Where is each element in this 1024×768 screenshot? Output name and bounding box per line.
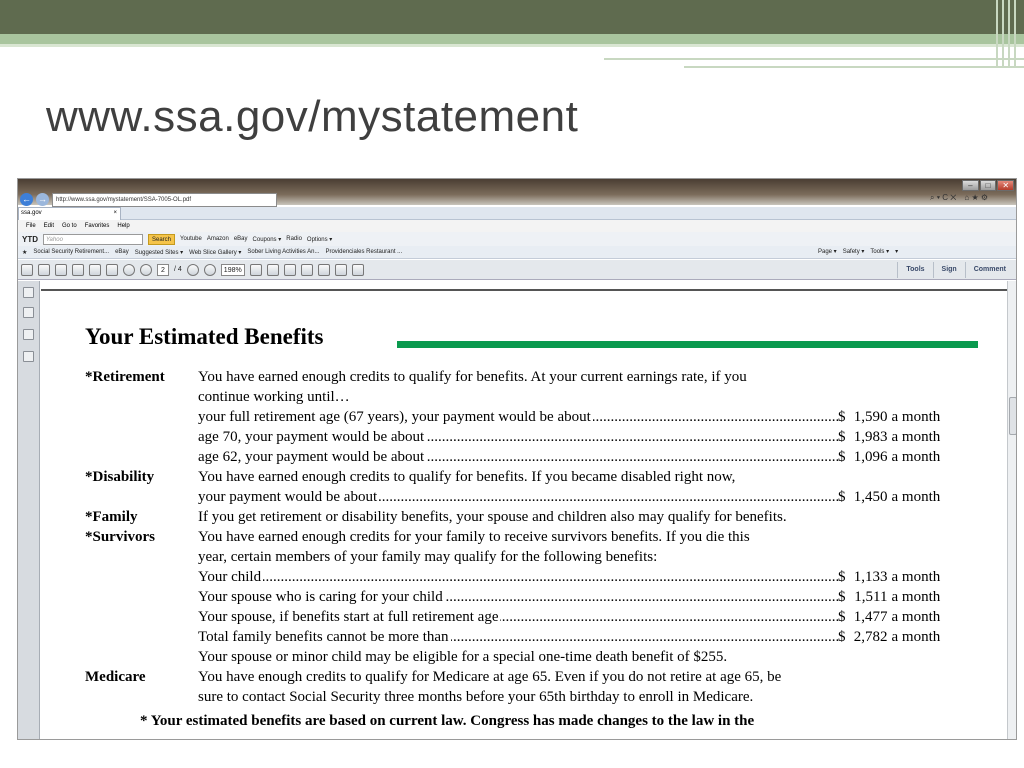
amount-unit: a month bbox=[891, 409, 941, 425]
currency-symbol: $ bbox=[838, 429, 846, 445]
favorite-ssa[interactable]: Social Security Retirement... bbox=[33, 249, 110, 255]
page-thumbnails-icon[interactable] bbox=[23, 287, 34, 298]
benefit-category-label: *Survivors bbox=[85, 529, 156, 545]
command-bar bbox=[818, 248, 898, 255]
benefit-description-text: Your spouse, if benefits start at full retirement age bbox=[198, 609, 499, 625]
tab-label: ssa.gov bbox=[21, 210, 42, 216]
benefit-category-label: Medicare bbox=[85, 669, 146, 685]
amount-value: 1,450 bbox=[853, 489, 888, 505]
benefit-category-label: *Family bbox=[85, 509, 138, 525]
search-refresh-icons[interactable]: ⌕ ▾ C ✕ bbox=[930, 193, 957, 202]
back-icon[interactable]: ← bbox=[22, 194, 31, 204]
benefit-row bbox=[85, 427, 965, 447]
benefit-description bbox=[198, 587, 839, 607]
help-menu[interactable]: ▾ bbox=[895, 249, 899, 255]
fit-width-icon[interactable] bbox=[284, 264, 296, 276]
benefit-description bbox=[198, 447, 839, 467]
slide-band-light bbox=[0, 44, 1024, 47]
slide-deco-line bbox=[604, 58, 1024, 60]
footnote: * Your estimated benefits are based on current law. Congress has made changes to the law in the bbox=[140, 713, 755, 729]
menu-help[interactable]: Help bbox=[117, 223, 130, 229]
open-icon[interactable] bbox=[38, 264, 50, 276]
benefit-description-text: You have enough credits to qualify for Medicare at age 65. Even if you do not retire at age 65, be bbox=[198, 669, 782, 685]
fit-page-icon[interactable] bbox=[267, 264, 279, 276]
benefit-row bbox=[85, 447, 965, 467]
menu-favorites[interactable]: Favorites bbox=[84, 223, 110, 229]
pdf-panel-buttons bbox=[897, 262, 1014, 278]
benefit-row bbox=[85, 527, 965, 547]
tab-strip bbox=[18, 207, 1017, 220]
radio-link[interactable]: Radio bbox=[286, 236, 302, 242]
amount-unit: a month bbox=[891, 609, 941, 625]
benefit-description-text: Total family benefits cannot be more than bbox=[198, 629, 449, 645]
benefit-description bbox=[198, 407, 839, 427]
ytd-toolbar bbox=[18, 232, 1017, 246]
currency-symbol: $ bbox=[838, 489, 846, 505]
amount-value: 1,511 bbox=[854, 589, 888, 605]
benefit-row bbox=[85, 487, 965, 507]
maximize-icon[interactable]: □ bbox=[980, 180, 997, 191]
favorites-star-icon[interactable]: ★ bbox=[22, 249, 28, 256]
create-pdf-icon[interactable] bbox=[21, 264, 33, 276]
benefit-row bbox=[85, 367, 965, 387]
amount-unit: a month bbox=[891, 569, 941, 585]
benefit-row bbox=[85, 587, 965, 607]
home-favorites-gear-icons[interactable]: ⌂ ★ ⚙ bbox=[964, 193, 989, 202]
favorite-suggested[interactable]: Suggested Sites ▾ bbox=[134, 249, 184, 256]
tab-close-icon[interactable]: × bbox=[113, 210, 117, 216]
benefit-amount bbox=[838, 487, 940, 507]
benefit-description-text: Your child bbox=[198, 569, 262, 585]
amount-value: 1,096 bbox=[853, 449, 888, 465]
amount-unit: a month bbox=[891, 429, 941, 445]
amount-value: 1,477 bbox=[853, 609, 888, 625]
amount-unit: a month bbox=[891, 489, 941, 505]
zoom-dropdown-icon[interactable] bbox=[250, 264, 262, 276]
amount-unit: a month bbox=[891, 449, 941, 465]
document-heading: Your Estimated Benefits bbox=[85, 324, 324, 349]
benefit-description bbox=[198, 427, 839, 447]
edit-icon[interactable] bbox=[55, 264, 67, 276]
slide-top-bar bbox=[0, 0, 1024, 34]
benefit-amount bbox=[838, 607, 940, 627]
ebay-link[interactable]: eBay bbox=[233, 236, 248, 242]
browser-screenshot bbox=[17, 178, 1017, 740]
sign-button[interactable]: Sign bbox=[933, 262, 965, 278]
amount-unit: a month bbox=[891, 629, 941, 645]
page-number-input[interactable]: 2 bbox=[157, 264, 169, 276]
comment-button[interactable]: Comment bbox=[965, 262, 1014, 278]
amount-value: 2,782 bbox=[853, 629, 888, 645]
menu-goto[interactable]: Go to bbox=[62, 223, 77, 229]
bookmarks-icon[interactable] bbox=[23, 307, 34, 318]
menu-file[interactable]: File bbox=[26, 223, 36, 229]
zoom-in-icon[interactable] bbox=[204, 264, 216, 276]
benefit-description bbox=[198, 607, 839, 627]
currency-symbol: $ bbox=[838, 569, 846, 585]
benefit-description-text: continue working until… bbox=[198, 389, 350, 405]
minimize-icon[interactable]: – bbox=[962, 180, 979, 191]
expand-icon[interactable] bbox=[352, 264, 364, 276]
benefit-amount bbox=[838, 407, 940, 427]
slide-title: www.ssa.gov/mystatement bbox=[46, 92, 579, 141]
zoom-input[interactable]: 198% bbox=[221, 264, 245, 276]
forward-icon[interactable]: → bbox=[38, 194, 47, 204]
email-icon[interactable] bbox=[106, 264, 118, 276]
toolbar-search-input[interactable]: Yahoo bbox=[43, 234, 143, 245]
safety-menu[interactable]: Safety ▾ bbox=[842, 249, 865, 255]
heading-rule bbox=[397, 341, 978, 348]
benefit-row bbox=[85, 607, 965, 627]
comment-icon[interactable] bbox=[301, 264, 313, 276]
benefit-amount bbox=[838, 447, 940, 467]
amount-unit: a month bbox=[891, 589, 941, 605]
nav-right-controls bbox=[930, 193, 988, 203]
benefit-amount bbox=[838, 627, 940, 647]
sign-icon[interactable] bbox=[318, 264, 330, 276]
benefit-description-text: sure to contact Social Security three months before your 65th birthday to enroll in Medicare. bbox=[198, 689, 754, 705]
menu-bar bbox=[18, 220, 1017, 232]
attachments-icon[interactable] bbox=[23, 329, 34, 340]
benefit-description bbox=[198, 487, 839, 507]
benefit-row bbox=[85, 407, 965, 427]
vertical-scrollbar[interactable] bbox=[1007, 281, 1017, 740]
scrollbar-thumb[interactable] bbox=[1009, 397, 1017, 435]
benefit-category-label: *Disability bbox=[85, 469, 155, 485]
benefit-description-text: year, certain members of your family may qualify for the following benefits: bbox=[198, 549, 658, 565]
benefit-row bbox=[85, 467, 965, 487]
benefit-description bbox=[198, 627, 839, 647]
benefit-description-text: You have earned enough credits for your family to receive survivors benefits. If you die this bbox=[198, 529, 750, 545]
slide-deco-line bbox=[684, 66, 1024, 68]
benefit-description-text: age 70, your payment would be about bbox=[198, 429, 425, 445]
benefit-description-text: Your spouse or minor child may be eligible for a special one-time death benefit of $255. bbox=[198, 649, 728, 665]
tools-button[interactable]: Tools bbox=[897, 262, 932, 278]
currency-symbol: $ bbox=[838, 629, 846, 645]
amount-value: 1,590 bbox=[853, 409, 888, 425]
window-controls bbox=[962, 180, 1014, 191]
pdf-toolbar bbox=[18, 260, 1017, 280]
currency-symbol: $ bbox=[838, 589, 846, 605]
benefit-description-text: Your spouse who is caring for your child bbox=[198, 589, 443, 605]
benefit-row bbox=[85, 507, 965, 527]
benefit-category-label: *Retirement bbox=[85, 369, 165, 385]
menu-edit[interactable]: Edit bbox=[43, 223, 55, 229]
zoom-out-icon[interactable] bbox=[187, 264, 199, 276]
address-bar[interactable]: http://www.ssa.gov/mystatement/SSA-7005-OL.pdf bbox=[52, 193, 277, 207]
benefit-description-text: You have earned enough credits to qualify for benefits. At your current earnings rate, if you bbox=[198, 369, 747, 385]
highlight-icon[interactable] bbox=[335, 264, 347, 276]
benefit-row bbox=[85, 567, 965, 587]
amazon-link[interactable]: Amazon bbox=[206, 236, 229, 242]
currency-symbol: $ bbox=[838, 409, 846, 425]
benefit-row bbox=[85, 627, 965, 647]
layers-icon[interactable] bbox=[23, 351, 34, 362]
youtube-link[interactable]: Youtube bbox=[180, 236, 202, 242]
pdf-page bbox=[41, 289, 1007, 740]
currency-symbol: $ bbox=[838, 609, 846, 625]
slide-band bbox=[0, 34, 1024, 44]
pdf-navigation-pane bbox=[18, 281, 40, 740]
slide-bottom bbox=[0, 740, 1024, 768]
benefit-description-text: If you get retirement or disability benefits, your spouse and children also may qualify for benefits. bbox=[198, 509, 787, 525]
currency-symbol: $ bbox=[838, 449, 846, 465]
benefit-amount bbox=[838, 427, 940, 447]
favorite-webslice[interactable]: Web Slice Gallery ▾ bbox=[189, 249, 242, 256]
tools-menu[interactable]: Tools ▾ bbox=[870, 249, 890, 255]
benefit-description-text: your full retirement age (67 years), your payment would be about bbox=[198, 409, 591, 425]
benefit-amount bbox=[838, 587, 940, 607]
next-page-icon[interactable] bbox=[140, 264, 152, 276]
navigation-bar bbox=[18, 191, 1017, 208]
benefit-description bbox=[198, 567, 839, 587]
ytd-logo: YTD bbox=[22, 234, 38, 244]
page-total: / 4 bbox=[174, 266, 182, 273]
tab-ssa-gov[interactable] bbox=[18, 207, 121, 220]
toolbar-search-button[interactable]: Search bbox=[148, 234, 175, 245]
favorite-sober-living[interactable]: Sober Living Activities An... bbox=[247, 249, 320, 255]
benefit-row bbox=[85, 647, 965, 667]
print-icon[interactable] bbox=[89, 264, 101, 276]
favorite-restaurant[interactable]: Providenciales Restaurant ... bbox=[325, 249, 403, 255]
save-icon[interactable] bbox=[72, 264, 84, 276]
page-menu[interactable]: Page ▾ bbox=[818, 249, 837, 255]
coupons-link[interactable]: Coupons ▾ bbox=[252, 236, 282, 243]
benefit-row bbox=[85, 667, 965, 687]
amount-value: 1,133 bbox=[853, 569, 888, 585]
options-link[interactable]: Options ▾ bbox=[306, 236, 333, 243]
previous-page-icon[interactable] bbox=[123, 264, 135, 276]
close-icon[interactable]: ✕ bbox=[997, 180, 1014, 191]
favorite-ebay[interactable]: eBay bbox=[115, 249, 129, 255]
benefit-row bbox=[85, 387, 965, 407]
benefit-description-text: age 62, your payment would be about bbox=[198, 449, 425, 465]
benefit-description-text: You have earned enough credits to qualify for benefits. If you became disabled right now, bbox=[198, 469, 736, 485]
benefit-row bbox=[85, 687, 965, 707]
amount-value: 1,983 bbox=[853, 429, 888, 445]
benefit-amount bbox=[838, 567, 940, 587]
benefit-row bbox=[85, 547, 965, 567]
benefit-description-text: your payment would be about bbox=[198, 489, 378, 505]
